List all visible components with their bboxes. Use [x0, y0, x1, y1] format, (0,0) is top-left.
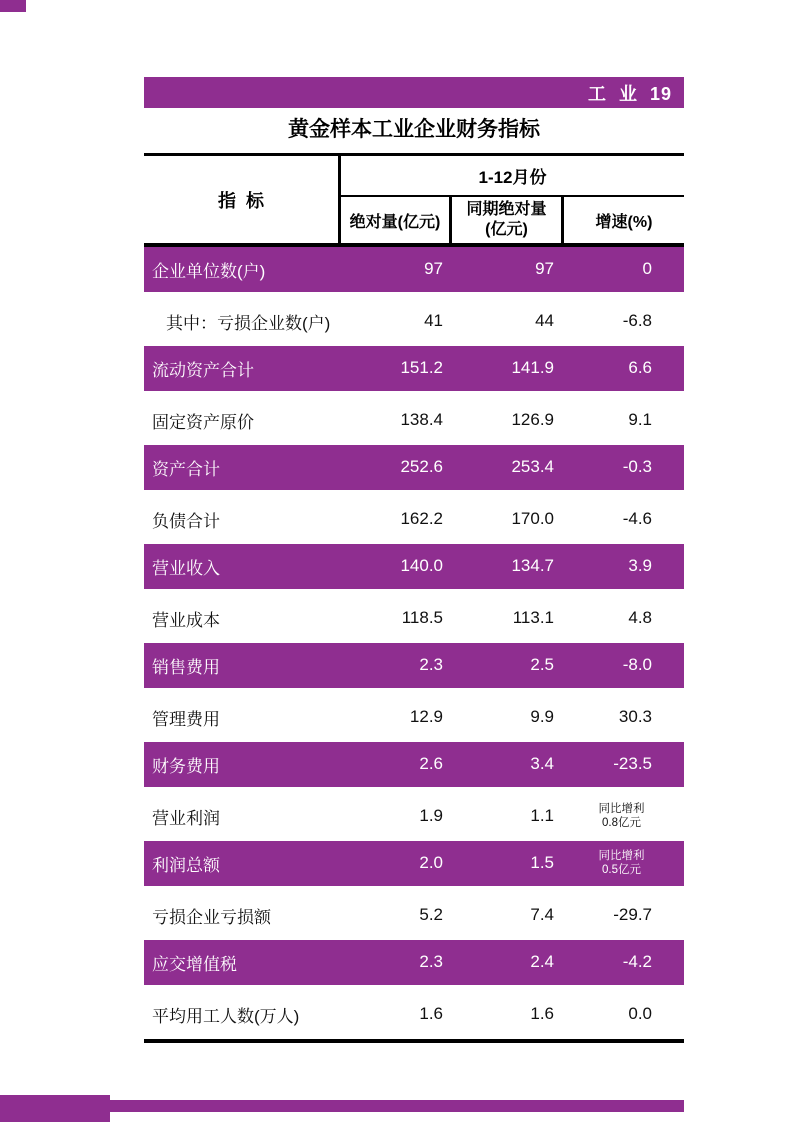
row-growth-rate: 同比增利 0.5亿元 — [598, 850, 645, 877]
adjacent-page-band-sliver-bottom-left — [0, 1095, 110, 1122]
row-absolute-amount: 2.3 — [419, 655, 443, 675]
row-absolute-amount: 140.0 — [400, 556, 443, 576]
row-absolute-amount: 252.6 — [400, 457, 443, 477]
row-absolute-amount: 2.3 — [419, 952, 443, 972]
row-indicator-label: 应交增值税 — [152, 954, 237, 974]
table-row — [144, 445, 684, 495]
row-same-period-amount: 3.4 — [530, 754, 554, 774]
table-row — [144, 940, 684, 990]
table-row — [144, 495, 684, 545]
table-row — [144, 990, 684, 1040]
row-same-period-amount: 126.9 — [511, 410, 554, 430]
header-absolute-amount: 绝对量(亿元) — [341, 197, 452, 243]
row-absolute-amount: 1.6 — [419, 1004, 443, 1024]
table-row — [144, 742, 684, 792]
row-absolute-amount: 2.0 — [419, 853, 443, 873]
row-growth-rate: -6.8 — [622, 311, 652, 331]
financial-indicators-table — [144, 153, 684, 1043]
table-body — [144, 247, 684, 1039]
row-same-period-amount: 141.9 — [511, 358, 554, 378]
header-period: 1-12月份 — [341, 156, 684, 197]
row-growth-rate: 3.9 — [628, 556, 652, 576]
row-growth-rate: 6.6 — [628, 358, 652, 378]
row-same-period-amount: 113.1 — [512, 608, 554, 628]
row-indicator-label: 营业利润 — [152, 808, 220, 828]
row-absolute-amount: 118.5 — [401, 608, 443, 628]
row-absolute-amount: 151.2 — [400, 358, 443, 378]
row-growth-rate: -23.5 — [613, 754, 652, 774]
row-same-period-amount: 97 — [535, 259, 554, 279]
row-same-period-amount: 134.7 — [511, 556, 554, 576]
table-row — [144, 841, 684, 891]
row-indicator-label: 销售费用 — [152, 657, 220, 677]
row-growth-rate: -8.0 — [622, 655, 652, 675]
section-header-band — [144, 77, 684, 108]
row-absolute-amount: 5.2 — [419, 905, 443, 925]
row-same-period-amount: 2.4 — [530, 952, 554, 972]
row-indicator-label: 其中：亏损企业数(户) — [166, 313, 331, 333]
table-row — [144, 247, 684, 297]
table-row — [144, 544, 684, 594]
row-indicator-label: 营业收入 — [152, 558, 220, 578]
row-absolute-amount: 1.9 — [419, 806, 443, 826]
table-row — [144, 792, 684, 842]
table-header — [144, 156, 684, 247]
row-absolute-amount: 162.2 — [400, 509, 443, 529]
row-indicator-label: 利润总额 — [152, 855, 220, 875]
table-row — [144, 693, 684, 743]
adjacent-page-band-sliver-top — [0, 0, 26, 12]
row-absolute-amount: 138.4 — [400, 410, 443, 430]
row-same-period-amount: 1.5 — [530, 853, 554, 873]
table-row — [144, 891, 684, 941]
row-growth-rate: -29.7 — [613, 905, 652, 925]
row-indicator-label: 资产合计 — [152, 459, 220, 479]
row-absolute-amount: 97 — [424, 259, 443, 279]
row-indicator-label: 流动资产合计 — [152, 360, 254, 380]
table-row — [144, 396, 684, 446]
header-subcolumns — [341, 197, 684, 243]
row-indicator-label: 固定资产原价 — [152, 412, 254, 432]
row-indicator-label: 负债合计 — [152, 511, 220, 531]
header-growth-rate: 增速(%) — [595, 213, 653, 231]
row-absolute-amount: 41 — [424, 311, 443, 331]
row-same-period-amount: 1.1 — [530, 806, 554, 826]
row-indicator-label: 营业成本 — [152, 610, 220, 630]
row-absolute-amount: 12.9 — [409, 707, 443, 727]
row-growth-rate: 同比增利 0.8亿元 — [598, 803, 645, 830]
row-same-period-amount: 2.5 — [530, 655, 554, 675]
table-row — [144, 297, 684, 347]
row-growth-rate: -4.6 — [622, 509, 652, 529]
row-growth-rate: 0 — [642, 259, 652, 279]
header-indicator: 指 标 — [144, 156, 341, 243]
row-same-period-amount: 1.6 — [530, 1004, 554, 1024]
row-growth-rate: 4.8 — [628, 608, 652, 628]
row-same-period-amount: 7.4 — [530, 905, 554, 925]
row-same-period-amount: 170.0 — [511, 509, 554, 529]
table-row — [144, 346, 684, 396]
table-row — [144, 643, 684, 693]
row-indicator-label: 平均用工人数(万人) — [152, 1006, 300, 1026]
page-title: 黄金样本工业企业财务指标 — [288, 118, 540, 141]
row-indicator-label: 管理费用 — [152, 709, 220, 729]
row-growth-rate: 9.1 — [628, 410, 652, 430]
row-indicator-label: 企业单位数(户) — [152, 261, 266, 281]
row-same-period-amount: 253.4 — [511, 457, 554, 477]
row-absolute-amount: 2.6 — [419, 754, 443, 774]
adjacent-page-band-sliver-bottom — [110, 1100, 684, 1112]
row-growth-rate: 30.3 — [618, 707, 652, 727]
row-growth-rate: 0.0 — [628, 1004, 652, 1024]
section-header-label: 工 业 19 — [587, 83, 672, 104]
row-growth-rate: -0.3 — [622, 457, 652, 477]
header-same-period-amount: 同期绝对量 (亿元) — [452, 197, 564, 243]
row-same-period-amount: 9.9 — [530, 707, 554, 727]
row-same-period-amount: 44 — [535, 311, 554, 331]
row-indicator-label: 财务费用 — [152, 756, 220, 776]
table-row — [144, 594, 684, 644]
row-growth-rate: -4.2 — [622, 952, 652, 972]
header-period-group — [341, 156, 684, 243]
row-indicator-label: 亏损企业亏损额 — [152, 907, 271, 927]
